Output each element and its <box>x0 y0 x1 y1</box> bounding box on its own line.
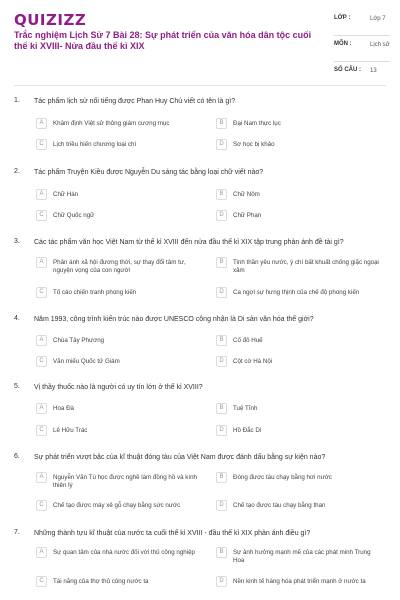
question-number: 4. <box>14 315 20 322</box>
option-text: Tài năng của thợ thủ công nước ta <box>53 578 149 585</box>
question-number: 7. <box>14 529 20 536</box>
option-letter: C <box>36 500 47 511</box>
option-text: Chữ Hán <box>53 191 79 198</box>
option-text: Chữ Phạn <box>233 212 262 219</box>
question-text: Những thành tựu kĩ thuật của nước ta cuối thế kỉ XVIII - đầu thế kỉ XIX phản ánh điều gì? <box>34 530 311 537</box>
option-text: Ca ngợi sự hưng thịnh của chế độ phong kiến <box>233 289 360 296</box>
question-text: Năm 1993, công trình kiến trúc nào được UNESCO công nhận là Di sản văn hóa thế giới? <box>34 316 314 323</box>
worksheet-header <box>0 0 400 84</box>
question-number: 6. <box>14 453 20 460</box>
count-value: 13 <box>370 68 377 74</box>
option-letter: D <box>216 500 227 511</box>
option-letter: B <box>216 403 227 414</box>
option-text: Đại Nam thực lục <box>233 120 281 127</box>
option-text: Nguyễn Văn Tú học được nghề làm đồng hồ và kính thiên lý <box>53 474 197 489</box>
option-letter: D <box>216 576 227 587</box>
option-text: Phản ánh xã hội đương thời, sự thay đổi tâm tư, nguyện vọng của con người <box>53 259 186 274</box>
worksheet-title: Trắc nghiệm Lịch Sử 7 Bài 28: Sự phát triển của văn hóa dân tộc cuối thế kỉ XVIII- Nửa đầu thế kỉ XIX <box>14 30 312 51</box>
option-text: Chữ Nôm <box>233 191 260 198</box>
option-text: Hồ Đắc Di <box>233 427 262 434</box>
option-text: Lịch triều hiến chương loại chí <box>53 141 137 148</box>
header-divider <box>14 85 386 86</box>
option-letter: A <box>36 257 47 268</box>
option-letter: B <box>216 547 227 558</box>
option-text: Lê Hữu Trác <box>53 427 88 434</box>
option-text: Chế tạo được tàu chạy bằng than <box>233 502 326 509</box>
option-letter: B <box>216 257 227 268</box>
meta-divider <box>334 61 390 62</box>
question-number: 2. <box>14 168 20 175</box>
option-letter: A <box>36 403 47 414</box>
meta-divider <box>334 35 390 36</box>
option-text: Sơ học bị khảo <box>233 141 275 148</box>
option-text: Khâm định Việt sử thông giám cương mục <box>53 120 170 127</box>
question-text: Sự phát triển vượt bậc của kĩ thuật đóng tàu của Việt Nam được đánh dấu bằng sự kiện nào? <box>34 454 326 461</box>
option-letter: C <box>36 210 47 221</box>
option-letter: D <box>216 287 227 298</box>
option-text: Tố cáo chiến tranh phong kiến <box>53 289 137 296</box>
question-text: Các tác phẩm văn học Việt Nam từ thế kỉ XVIII đến nửa đầu thế kỉ XIX tập trung phản ánh đề tài gì? <box>34 239 344 246</box>
option-letter: D <box>216 356 227 367</box>
option-letter: B <box>216 118 227 129</box>
option-letter: B <box>216 472 227 483</box>
count-label: SỐ CÂU : <box>334 67 361 73</box>
option-text: Sự quan tâm của nhà nước đối với thủ công nghiệp <box>53 549 195 556</box>
question-number: 5. <box>14 383 20 390</box>
question-text: Tác phẩm lịch sử nổi tiếng được Phan Huy Chú viết có tên là gì? <box>34 98 236 105</box>
question-text: Vị thầy thuốc nào là người có uy tín lớn ở thế kỉ XVIII? <box>34 384 203 391</box>
option-letter: A <box>36 472 47 483</box>
question-number: 1. <box>14 97 20 104</box>
option-letter: C <box>36 287 47 298</box>
option-letter: D <box>216 425 227 436</box>
option-text: Chùa Tây Phương <box>53 337 105 344</box>
option-text: Tuệ Tĩnh <box>233 405 258 412</box>
option-text: Đóng được tàu chạy bằng hơi nước <box>233 474 332 481</box>
quizizz-logo: QUIZIZZ <box>14 11 87 29</box>
option-letter: A <box>36 189 47 200</box>
option-letter: D <box>216 139 227 150</box>
option-letter: C <box>36 576 47 587</box>
option-letter: A <box>36 547 47 558</box>
grade-value: Lớp 7 <box>370 16 386 22</box>
subject-label: MÔN : <box>334 41 352 47</box>
option-text: Chữ Quốc ngữ <box>53 212 95 219</box>
option-letter: B <box>216 189 227 200</box>
option-text: Cột cờ Hà Nội <box>233 358 273 365</box>
option-text: Chế tạo được máy xẻ gỗ chạy bằng sức nước <box>53 502 181 509</box>
option-text: Tinh thần yêu nước, ý chí bất khuất chống giặc ngoại xâm <box>233 259 379 274</box>
option-letter: C <box>36 139 47 150</box>
option-letter: D <box>216 210 227 221</box>
option-letter: A <box>36 335 47 346</box>
subject-value: Lịch sử <box>370 42 390 48</box>
option-text: Sự ảnh hưởng mạnh mẽ của các phát minh Trung Hoa <box>233 549 371 564</box>
option-text: Văn miếu Quốc tử Giám <box>53 358 120 365</box>
option-text: Nền kinh tế hàng hóa phát triển mạnh ở nước ta <box>233 578 366 585</box>
option-text: Cố đô Huế <box>233 337 263 344</box>
option-letter: A <box>36 118 47 129</box>
question-number: 3. <box>14 238 20 245</box>
option-letter: C <box>36 425 47 436</box>
grade-label: LỚP : <box>334 15 351 21</box>
option-text: Hoa Đà <box>53 405 74 412</box>
option-letter: B <box>216 335 227 346</box>
question-text: Tác phẩm Truyện Kiều được Nguyễn Du sáng tác bằng loại chữ viết nào? <box>34 169 264 176</box>
option-letter: C <box>36 356 47 367</box>
